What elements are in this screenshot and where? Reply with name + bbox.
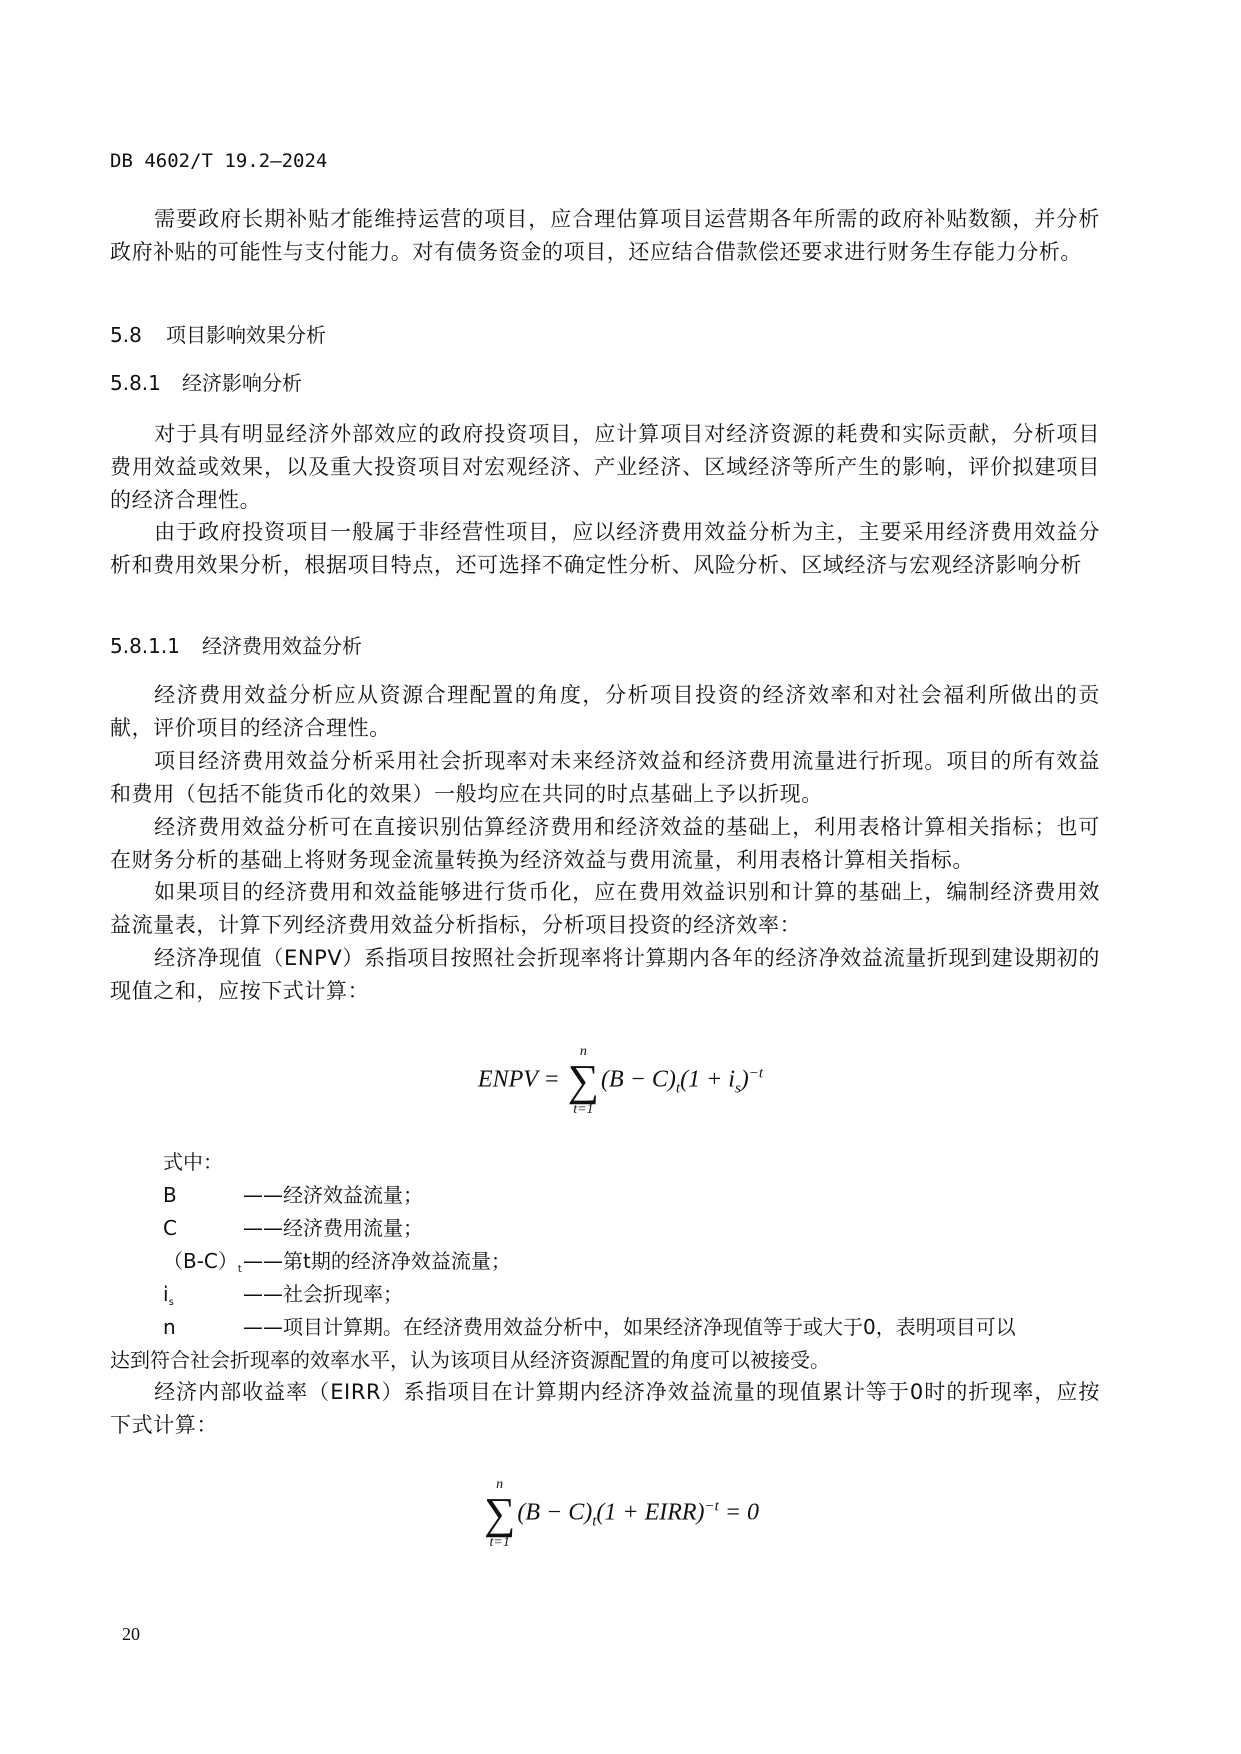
- paragraph: 项目经济费用效益分析采用社会折现率对未来经济效益和经济费用流量进行折现。项目的所有效益和费用（包括不能货币化的效果）一般均应在共同的时点基础上予以折现。: [110, 749, 1100, 806]
- sum-lower-limit: t=1: [573, 1102, 594, 1117]
- paragraph: 由于政府投资项目一般属于非经营性项目，应以经济费用效益分析为主，主要采用经济费用效益分析和费用效果分析，根据项目特点，还可选择不确定性分析、风险分析、区域经济与宏观经济影响分析: [110, 520, 1100, 577]
- formula-rhs: = 0: [718, 1499, 760, 1526]
- section-number: 5.8.1: [110, 371, 161, 395]
- formula-exponent: −t: [704, 1498, 719, 1515]
- formula-subscript: t: [675, 1080, 681, 1097]
- section-number: 5.8.1.1: [110, 634, 180, 658]
- variable-description: ——经济费用流量；: [243, 1216, 423, 1240]
- variable-description: ——项目计算期。在经济费用效益分析中，如果经济净现值等于或大于0，表明项目可以: [243, 1315, 1016, 1339]
- section-heading-5-8: [110, 320, 1100, 350]
- paragraph: 经济费用效益分析应从资源合理配置的角度，分析项目投资的经济效率和对社会福利所做出的贡献，评价项目的经济合理性。: [110, 683, 1100, 740]
- formula-term: (1 + i: [680, 1066, 735, 1093]
- symbol-subscript: t: [237, 1264, 242, 1275]
- paragraph: 需要政府长期补贴才能维持运营的项目，应合理估算项目运营期各年所需的政府补贴数额，并分析政府补贴的可能性与支付能力。对有债务资金的项目，还应结合借款偿还要求进行财务生存能力分析。: [110, 207, 1100, 264]
- enpv-formula: [0, 1045, 1241, 1117]
- paragraph: 经济内部收益率（EIRR）系指项目在计算期内经济净效益流量的现值累计等于0时的折现率，应按下式计算：: [110, 1380, 1100, 1437]
- symbol-text: B: [163, 1183, 177, 1207]
- formula-subscript: s: [734, 1080, 741, 1097]
- section-title: 经济费用效益分析: [202, 634, 362, 658]
- eirr-formula: [0, 1478, 1241, 1550]
- sum-lower-limit: t=1: [489, 1535, 510, 1550]
- symbol-text: C: [163, 1216, 177, 1240]
- where-label: 式中：: [163, 1150, 223, 1174]
- variable-description: ——社会折现率；: [243, 1282, 403, 1306]
- document-code-header: DB 4602/T 19.2—2024: [110, 150, 328, 172]
- section-number: 5.8: [110, 323, 142, 347]
- section-title: 经济影响分析: [182, 371, 302, 395]
- summation-symbol: n ∑ t=1: [483, 1477, 516, 1550]
- symbol-subscript: s: [168, 1297, 174, 1308]
- formula-exponent: −t: [748, 1065, 764, 1082]
- definition-continuation: 达到符合社会折现率的效率水平，认为该项目从经济资源配置的角度可以被接受。: [110, 1348, 830, 1372]
- symbol-text: i: [163, 1282, 169, 1306]
- section-title: 项目影响效果分析: [166, 323, 326, 347]
- paragraph: 经济费用效益分析可在直接识别估算经济费用和经济效益的基础上，利用表格计算相关指标；也可在财务分析的基础上将财务现金流量转换为经济效益与费用流量，利用表格计算相关指标。: [110, 815, 1100, 872]
- formula-term: ): [740, 1066, 749, 1093]
- formula-term: (1 + EIRR): [596, 1499, 705, 1526]
- page-number: 20: [122, 1624, 140, 1644]
- section-heading-5-8-1: [110, 368, 1100, 398]
- formula-subscript: t: [592, 1513, 597, 1530]
- symbol-text: n: [163, 1315, 176, 1339]
- summation-symbol: n ∑ t=1: [567, 1044, 600, 1117]
- paragraph: 对于具有明显经济外部效应的政府投资项目，应计算项目对经济资源的耗费和实际贡献，分析项目费用效益或效果，以及重大投资项目对宏观经济、产业经济、区域经济等所产生的影响，评价拟建项目的经济合理性。: [110, 422, 1100, 512]
- formula-term: (B − C): [517, 1499, 593, 1526]
- variable-description: ——第t期的经济净效益流量；: [243, 1249, 511, 1273]
- sum-upper-limit: n: [579, 1044, 587, 1059]
- paragraph: 如果项目的经济费用和效益能够进行货币化，应在费用效益识别和计算的基础上，编制经济费用效益流量表，计算下列经济费用效益分析指标，分析项目投资的经济效率：: [110, 880, 1100, 937]
- formula-lhs: ENPV =: [477, 1066, 560, 1093]
- formula-term: (B − C): [601, 1066, 676, 1093]
- variable-description: ——经济效益流量；: [243, 1183, 423, 1207]
- sum-upper-limit: n: [496, 1477, 504, 1492]
- paragraph: 经济净现值（ENPV）系指项目按照社会折现率将计算期内各年的经济净效益流量折现到建设期初的现值之和，应按下式计算：: [110, 946, 1100, 1003]
- section-heading-5-8-1-1: [110, 631, 1100, 661]
- symbol-text: （B-C）: [163, 1249, 238, 1273]
